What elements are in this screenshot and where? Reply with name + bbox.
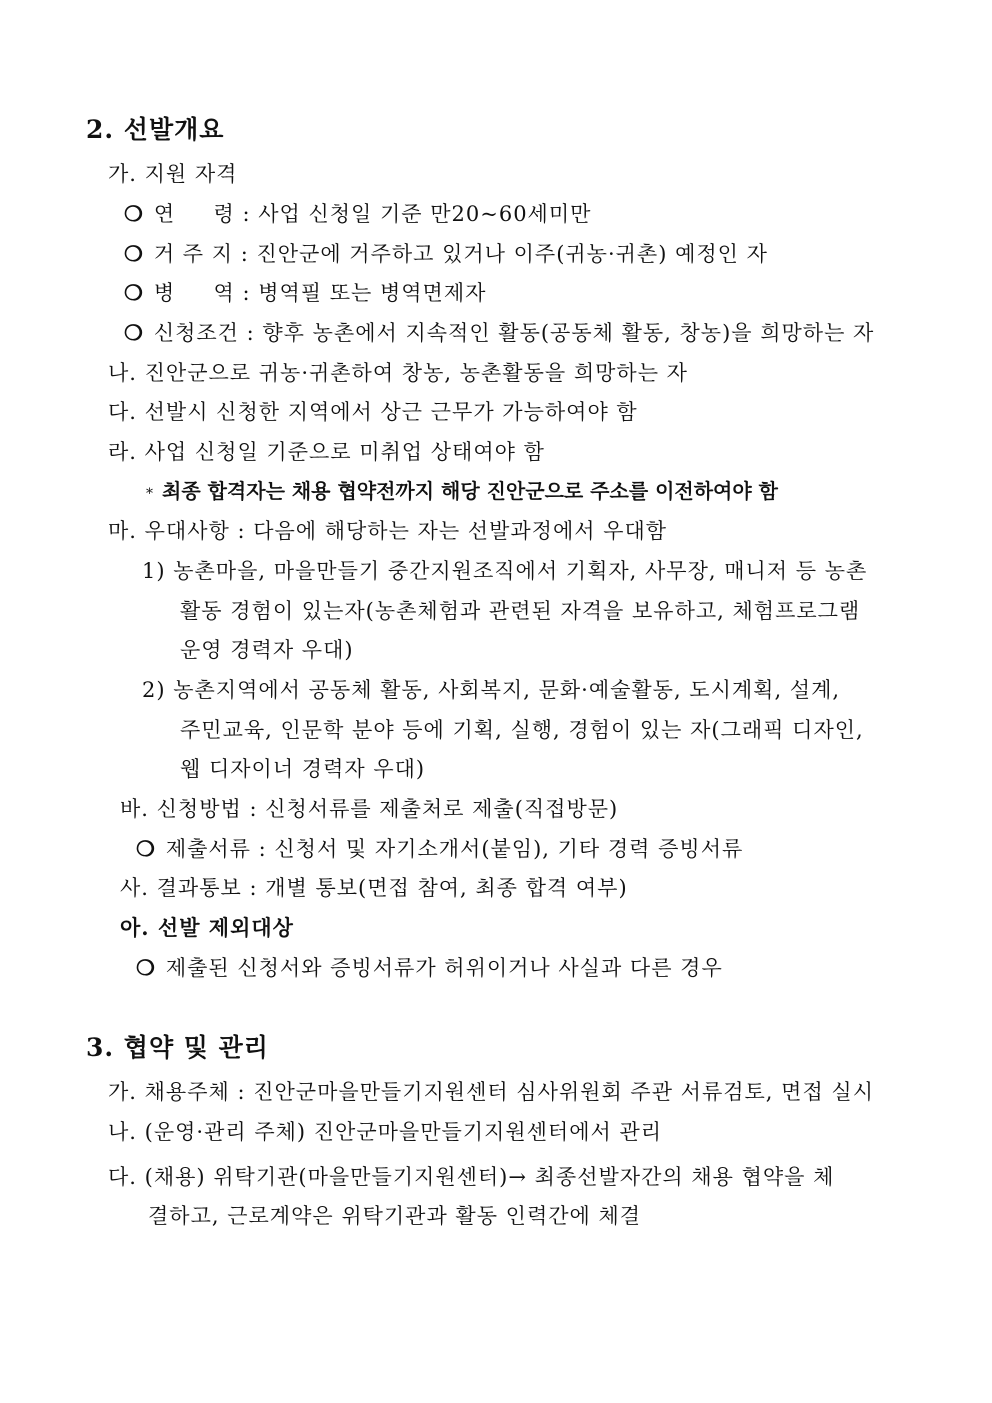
- note-text: 최종 합격자는 채용 협약전까지 해당 진안군으로 주소를 이전하여야 함: [162, 479, 778, 503]
- preference-2-line-1: 2) 농촌지역에서 공동체 활동, 사회복지, 문화·예술활동, 도시계획, 설계,: [142, 678, 841, 702]
- preference-2-line-2: 주민교육, 인문학 분야 등에 기획, 실행, 경험이 있는 자(그래픽 디자인,: [180, 718, 864, 742]
- qualification-military: [124, 279, 486, 307]
- circle-bullet-icon: ❍: [124, 320, 144, 345]
- preference-1-line-3: 운영 경력자 우대): [180, 638, 354, 662]
- item-ra: 라. 사업 신청일 기준으로 미취업 상태여야 함: [108, 440, 545, 464]
- qualification-text: 연 령 : 사업 신청일 기준 만20~60세미만: [153, 202, 592, 226]
- item-ma: 마. 우대사항 : 다음에 해당하는 자는 선발과정에서 우대함: [108, 519, 668, 543]
- qualification-text: 신청조건 : 향후 농촌에서 지속적인 활동(공동체 활동, 창농)을 희망하는 자: [153, 321, 875, 345]
- circle-bullet-icon: ❍: [124, 241, 144, 266]
- section-3-da-line-1: 다. (채용) 위탁기관(마을만들기지원센터)→ 최종선발자간의 채용 협약을 체: [108, 1165, 835, 1189]
- qualification-text: 병 역 : 병역필 또는 병역면제자: [153, 281, 487, 305]
- item-a-exclusion: 아. 선발 제외대상: [120, 915, 294, 940]
- preference-1-line-1: 1) 농촌마을, 마을만들기 중간지원조직에서 기획자, 사무장, 매니저 등 농촌: [142, 559, 868, 583]
- qualification-text: 거 주 지 : 진안군에 거주하고 있거나 이주(귀농·귀촌) 예정인 자: [153, 242, 768, 266]
- section-3-na: 나. (운영·관리 주체) 진안군마을만들기지원센터에서 관리: [108, 1120, 663, 1144]
- qualification-condition: [124, 319, 874, 347]
- item-sa: 사. 결과통보 : 개별 통보(면접 참여, 최종 합격 여부): [120, 876, 628, 900]
- item-na: 나. 진안군으로 귀농·귀촌하여 창농, 농촌활동을 희망하는 자: [108, 361, 688, 385]
- section-3-da-line-2: 결하고, 근로계약은 위탁기관과 활동 인력간에 체결: [148, 1204, 642, 1228]
- asterisk-icon: *: [146, 486, 154, 502]
- preference-1-line-2: 활동 경험이 있는자(농촌체험과 관련된 자격을 보유하고, 체험프로그램: [180, 599, 861, 623]
- heading-ga-qualifications: 가. 지원 자격: [108, 162, 238, 186]
- circle-bullet-icon: ❍: [136, 955, 156, 980]
- circle-bullet-icon: ❍: [124, 201, 144, 226]
- circle-bullet-icon: ❍: [124, 280, 144, 305]
- documents-bullet: [136, 835, 743, 863]
- section-3-ga: 가. 채용주체 : 진안군마을만들기지원센터 심사위원회 주관 서류검토, 면접 실시: [108, 1080, 874, 1104]
- section-3-title: 3. 협약 및 관리: [86, 1033, 269, 1062]
- qualification-residence: [124, 240, 768, 268]
- documents-text: 제출서류 : 신청서 및 자기소개서(붙임), 기타 경력 증빙서류: [165, 837, 744, 861]
- qualification-age: [124, 200, 591, 228]
- preference-2-line-3: 웹 디자이너 경력자 우대): [180, 757, 426, 781]
- note-address: [146, 477, 778, 508]
- item-da: 다. 선발시 신청한 지역에서 상근 근무가 가능하여야 함: [108, 400, 638, 424]
- exclusion-text: 제출된 신청서와 증빙서류가 허위이거나 사실과 다른 경우: [165, 956, 723, 980]
- exclusion-bullet: [136, 954, 723, 982]
- circle-bullet-icon: ❍: [136, 836, 156, 861]
- section-2-title: 2. 선발개요: [86, 115, 225, 144]
- item-ba: 바. 신청방법 : 신청서류를 제출처로 제출(직접방문): [120, 797, 619, 821]
